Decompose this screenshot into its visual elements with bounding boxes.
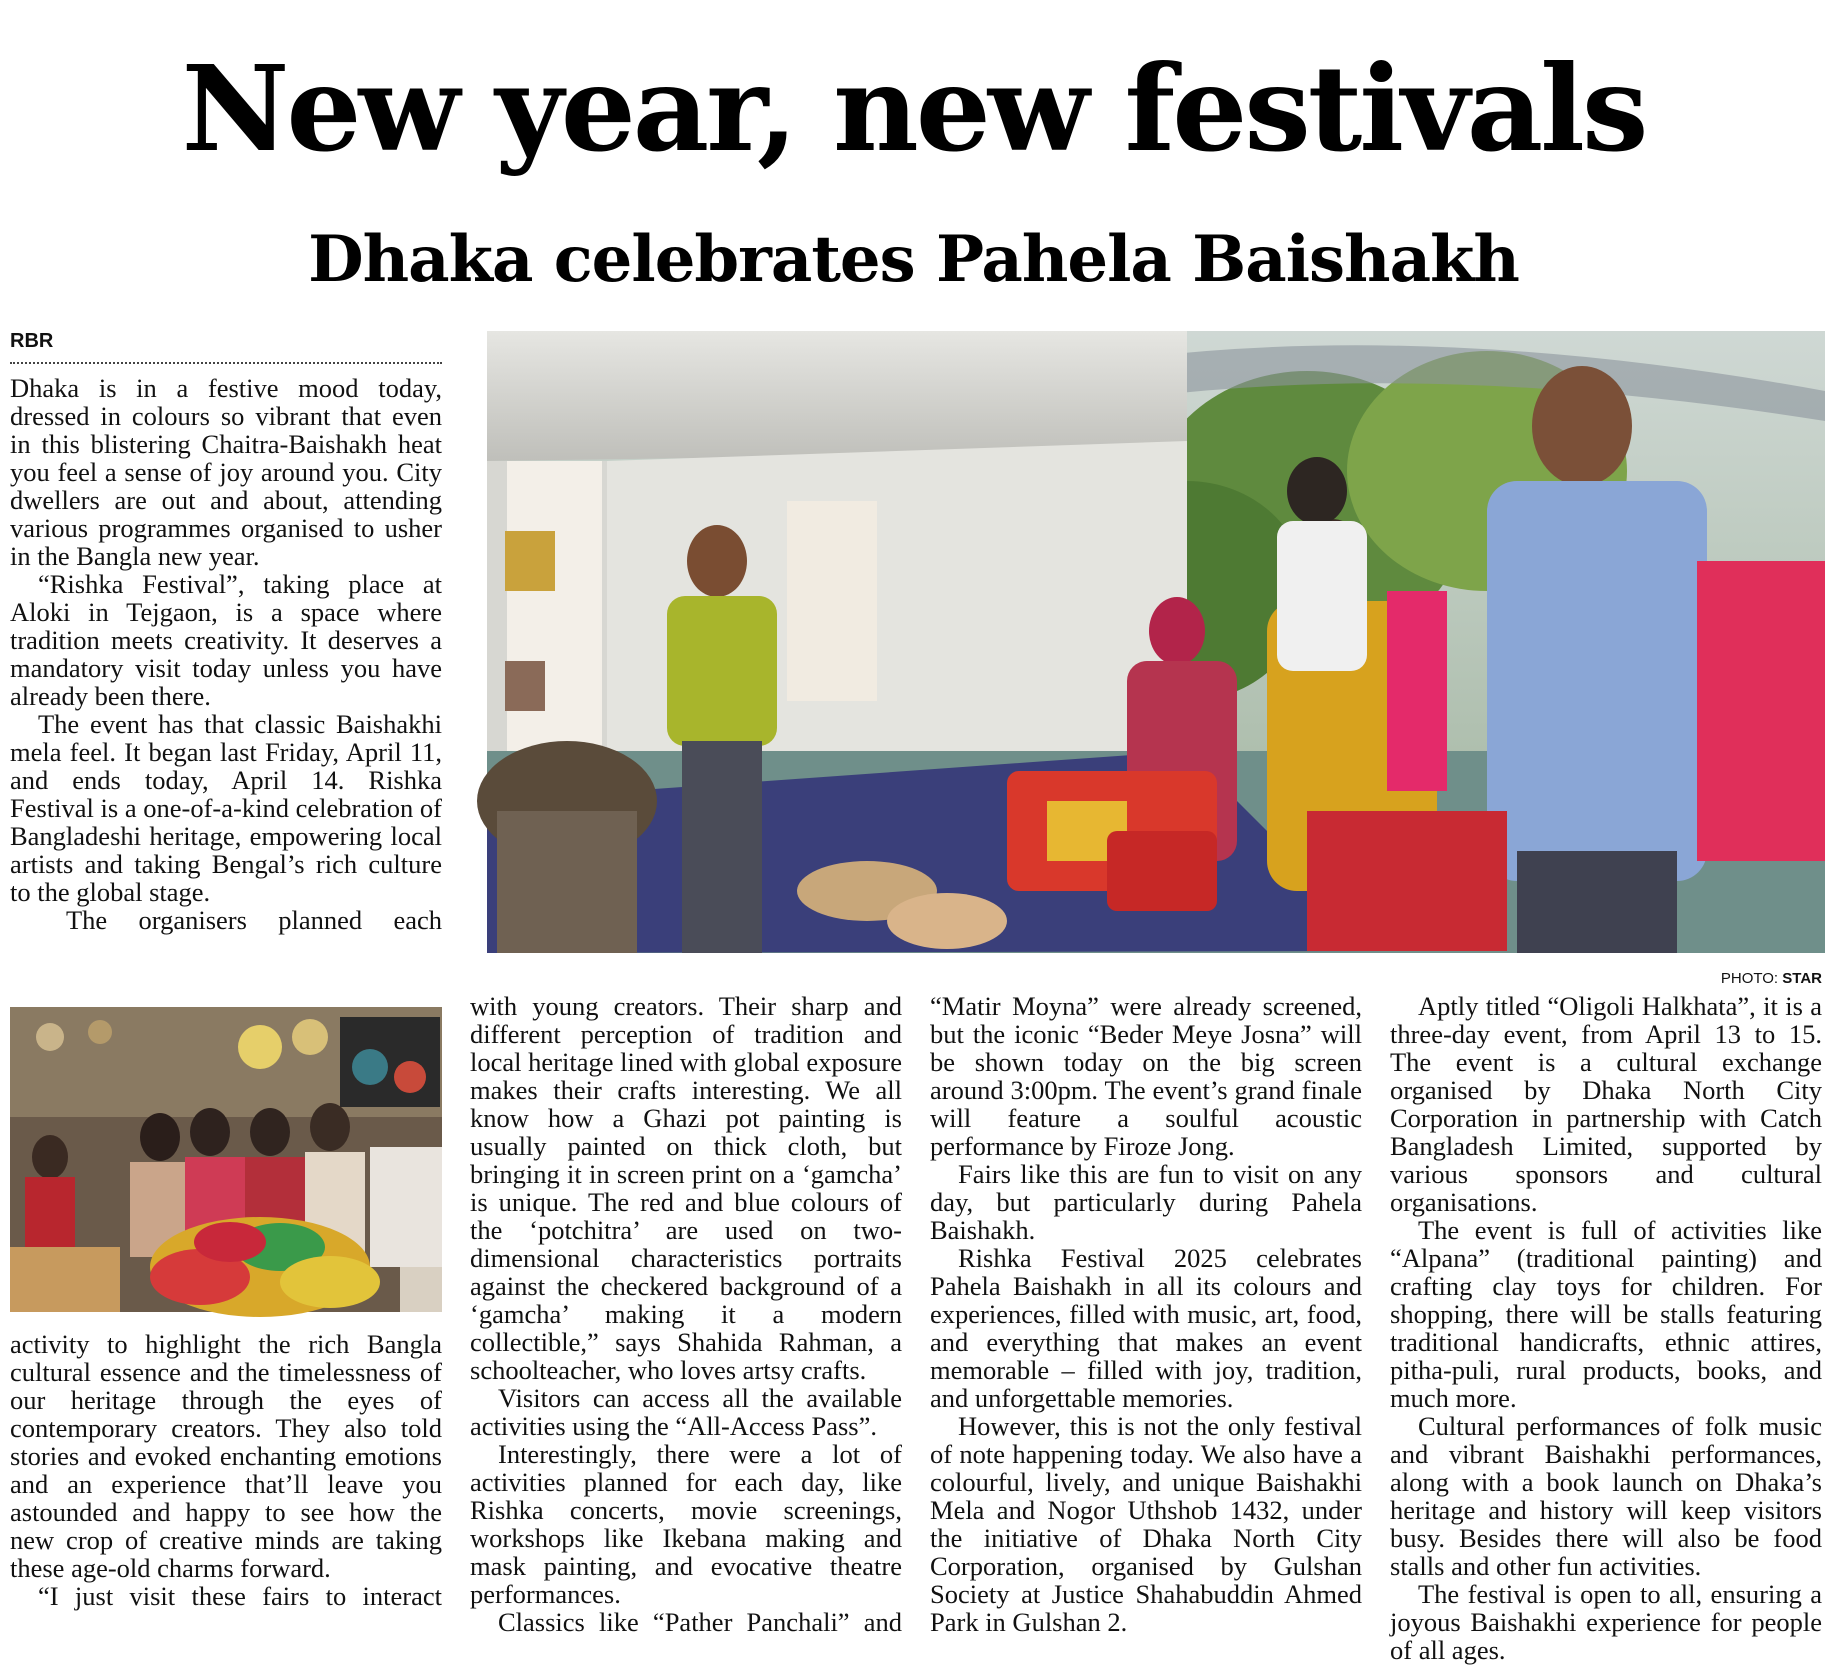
paragraph: Visitors can access all the available activities using the “All-Access Pass”. [470, 1383, 902, 1441]
paragraph: Dhaka is in a festive mood today, dressed in colours so vibrant that even in this blistering Chaitra-Baishakh heat you feel a sense of joy around you. City dwellers are out and about, attending various programmes organised to usher in the Bangla new year. [10, 373, 442, 571]
secondary-photo [10, 1007, 442, 1312]
paragraph: Classics like “Pather Panchali” and [498, 1607, 902, 1637]
column-3 [930, 992, 1362, 1640]
festival-stall-photo [487, 331, 1825, 953]
paragraph: However, this is not the only festival of note happening today. We also have a colourful, lively, and unique Baishakhi Mela and Nogor Uthshob 1432, under the initiative of Dhaka North City Corporation, organised by Gulshan Society at Justice Shahabuddin Ahmed Park in Gulshan 2. [930, 1411, 1362, 1637]
column-1-bottom [10, 1330, 442, 1640]
byline: RBR [10, 328, 442, 364]
paragraph: The organisers planned each [66, 905, 442, 935]
paragraph: “Matir Moyna” were already screened, but the iconic “Beder Meye Josna” will be shown today on the big screen around 3:00pm. The event’s grand finale will feature a soulful acoustic performance by Firoze Jong. [930, 991, 1362, 1161]
paragraph: with young creators. Their sharp and different perception of tradition and local heritage lined with global exposure makes their crafts interesting. We all know how a Ghazi pot painting is usually painted on thick cloth, but bringing it in screen print on a ‘gamcha’ is unique. The red and blue colours of the ‘potchitra’ are used on two-dimensional characteristics portraits against the checkered background of a ‘gamcha’ making it a modern collectible,” says Shahida Rahman, a schoolteacher, who loves artsy crafts. [470, 991, 902, 1385]
column-4 [1390, 991, 1822, 1665]
paragraph: “I just visit these fairs to interact [38, 1581, 442, 1611]
photo-credit-prefix: PHOTO: [1720, 970, 1783, 987]
photo-credit-name: STAR [1782, 970, 1822, 987]
paragraph: Cultural performances of folk music and vibrant Baishakhi performances, along with a book launch on Dhaka’s heritage and history will keep visitors busy. Besides there will also be food stalls and other fun activities. [1390, 1411, 1822, 1581]
paragraph: Aptly titled “Oligoli Halkhata”, it is a three-day event, from April 13 to 15. The event is a cultural exchange organised by Dhaka North City Corporation in partnership with Catch Bangladesh Limited, supported by various sponsors and cultural organisations. [1390, 991, 1822, 1217]
headline: New year, new festivals [181, 39, 1646, 178]
paragraph: The event is full of activities like “Alpana” (traditional painting) and crafting clay toys for children. For shopping, there will be stalls featuring traditional handicrafts, ethnic attires, pitha-puli, rural products, books, and much more. [1390, 1215, 1822, 1413]
paragraph: Rishka Festival 2025 celebrates Pahela Baishakh in all its colours and experiences, filled with music, art, food, and everything that makes an event memorable – filled with joy, tradition, and unforgettable memories. [930, 1243, 1362, 1413]
photo-credit [1600, 970, 1822, 987]
subheadline: Dhaka celebrates Pahela Baishakh [308, 222, 1519, 297]
paragraph: The festival is open to all, ensuring a joyous Baishakhi experience for people of all ages. [1390, 1579, 1822, 1665]
paragraph: “Rishka Festival”, taking place at Aloki in Tejgaon, is a space where tradition meets creativity. It deserves a mandatory visit today unless you have already been there. [10, 569, 442, 711]
paragraph: Fairs like this are fun to visit on any day, but particularly during Pahela Baishakh. [930, 1159, 1362, 1245]
column-2 [470, 992, 902, 1640]
main-photo [487, 331, 1825, 953]
column-1-top [10, 374, 442, 940]
paragraph: activity to highlight the rich Bangla cultural essence and the timelessness of our heritage through the eyes of contemporary creators. They also told stories and evoked enchanting emotions and an experience that’ll leave you astounded and happy to see how the new crop of creative minds are taking these age-old charms forward. [10, 1329, 442, 1583]
crafts-market-photo [10, 1007, 442, 1312]
paragraph: The event has that classic Baishakhi mela feel. It began last Friday, April 11, and ends today, April 14. Rishka Festival is a one-of-a-kind celebration of Bangladeshi heritage, empowering local artists and taking Bengal’s rich culture to the global stage. [10, 709, 442, 907]
paragraph: Interestingly, there were a lot of activities planned for each day, like Rishka concerts, movie screenings, workshops like Ikebana making and mask painting, and evocative theatre performances. [470, 1439, 902, 1609]
